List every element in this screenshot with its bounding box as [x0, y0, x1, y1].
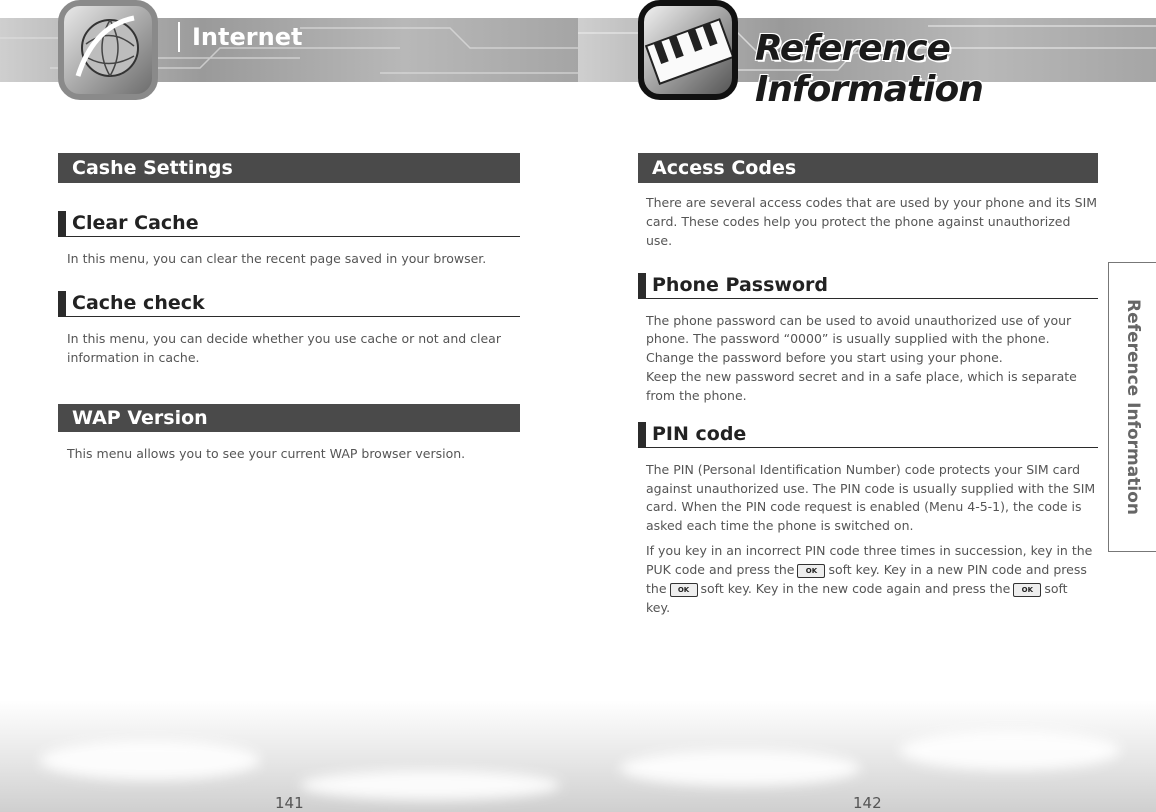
- phone-password-line1: The phone password can be used to avoid unauthorized use of your: [646, 313, 1072, 328]
- pin-code-p2-line2-b: soft key. Key in a new PIN code and press: [828, 562, 1087, 577]
- pin-code-p1-line3: card. When the PIN code request is enabled (Menu 4-5-1), the code is: [646, 499, 1082, 514]
- subheading-clear-cache: Clear Cache: [58, 211, 520, 237]
- pin-code-p2-line2-a: PUK code and press the: [646, 562, 795, 577]
- section-bar-cache-settings: Cashe Settings: [58, 153, 520, 183]
- pin-code-p2-line3-a: the: [646, 581, 667, 596]
- phone-password-line2: phone. The password “0000” is usually supplied with the phone.: [646, 331, 1050, 346]
- subheading-phone-password: Phone Password: [638, 273, 1098, 299]
- header-title-reference: Reference Information: [755, 28, 983, 110]
- phone-password-line4: Keep the new password secret and in a safe place, which is separate: [646, 369, 1077, 384]
- pin-code-p1-line4: asked each time the phone is switched on.: [646, 518, 914, 533]
- wap-version-text: This menu allows you to see your current WAP browser version.: [67, 446, 466, 461]
- access-codes-line3: use.: [646, 233, 673, 248]
- pin-code-p2-line3: [646, 579, 1068, 598]
- header-title-internet: Internet: [178, 22, 302, 52]
- ok-key-icon: OK: [1013, 583, 1041, 597]
- ok-key-icon: OK: [670, 583, 698, 597]
- pin-code-p2-line3-b: soft key. Key in the new code again and press the: [700, 581, 1011, 596]
- clear-cache-text: In this menu, you can clear the recent page saved in your browser.: [67, 251, 487, 266]
- pin-code-p1-line1: The PIN (Personal Identification Number) code protects your SIM card: [646, 462, 1081, 477]
- keyboard-logo-icon: [638, 0, 738, 100]
- side-tab-reference-information: [1108, 262, 1156, 552]
- subheading-cache-check: Cache check: [58, 291, 520, 317]
- pin-code-p2-line4: key.: [646, 600, 671, 615]
- section-bar-wap-version: WAP Version: [58, 404, 520, 432]
- ok-key-icon: OK: [797, 564, 825, 578]
- phone-password-line3: Change the password before you start using your phone.: [646, 350, 1003, 365]
- pin-code-p2-line1: If you key in an incorrect PIN code three times in succession, key in the: [646, 543, 1093, 558]
- pin-code-p2-line2: [646, 560, 1087, 579]
- cache-check-text-line2: information in cache.: [67, 350, 200, 365]
- access-codes-line2: card. These codes help you protect the phone against unauthorized: [646, 214, 1071, 229]
- page-number-right: 142: [853, 794, 882, 812]
- pin-code-p1-line2: against unauthorized use. The PIN code is usually supplied with the SIM: [646, 481, 1096, 496]
- pin-code-p2-line3-c: soft: [1044, 581, 1068, 596]
- cloud-footer: [0, 700, 1156, 812]
- phone-password-line5: from the phone.: [646, 388, 747, 403]
- subheading-pin-code: PIN code: [638, 422, 1098, 448]
- page-number-left: 141: [275, 794, 304, 812]
- access-codes-line1: There are several access codes that are used by your phone and its SIM: [646, 195, 1098, 210]
- globe-logo-icon: [58, 0, 158, 100]
- cache-check-text-line1: In this menu, you can decide whether you use cache or not and clear: [67, 331, 501, 346]
- side-tab-label: Reference Information: [1122, 299, 1143, 515]
- section-bar-access-codes: Access Codes: [638, 153, 1098, 183]
